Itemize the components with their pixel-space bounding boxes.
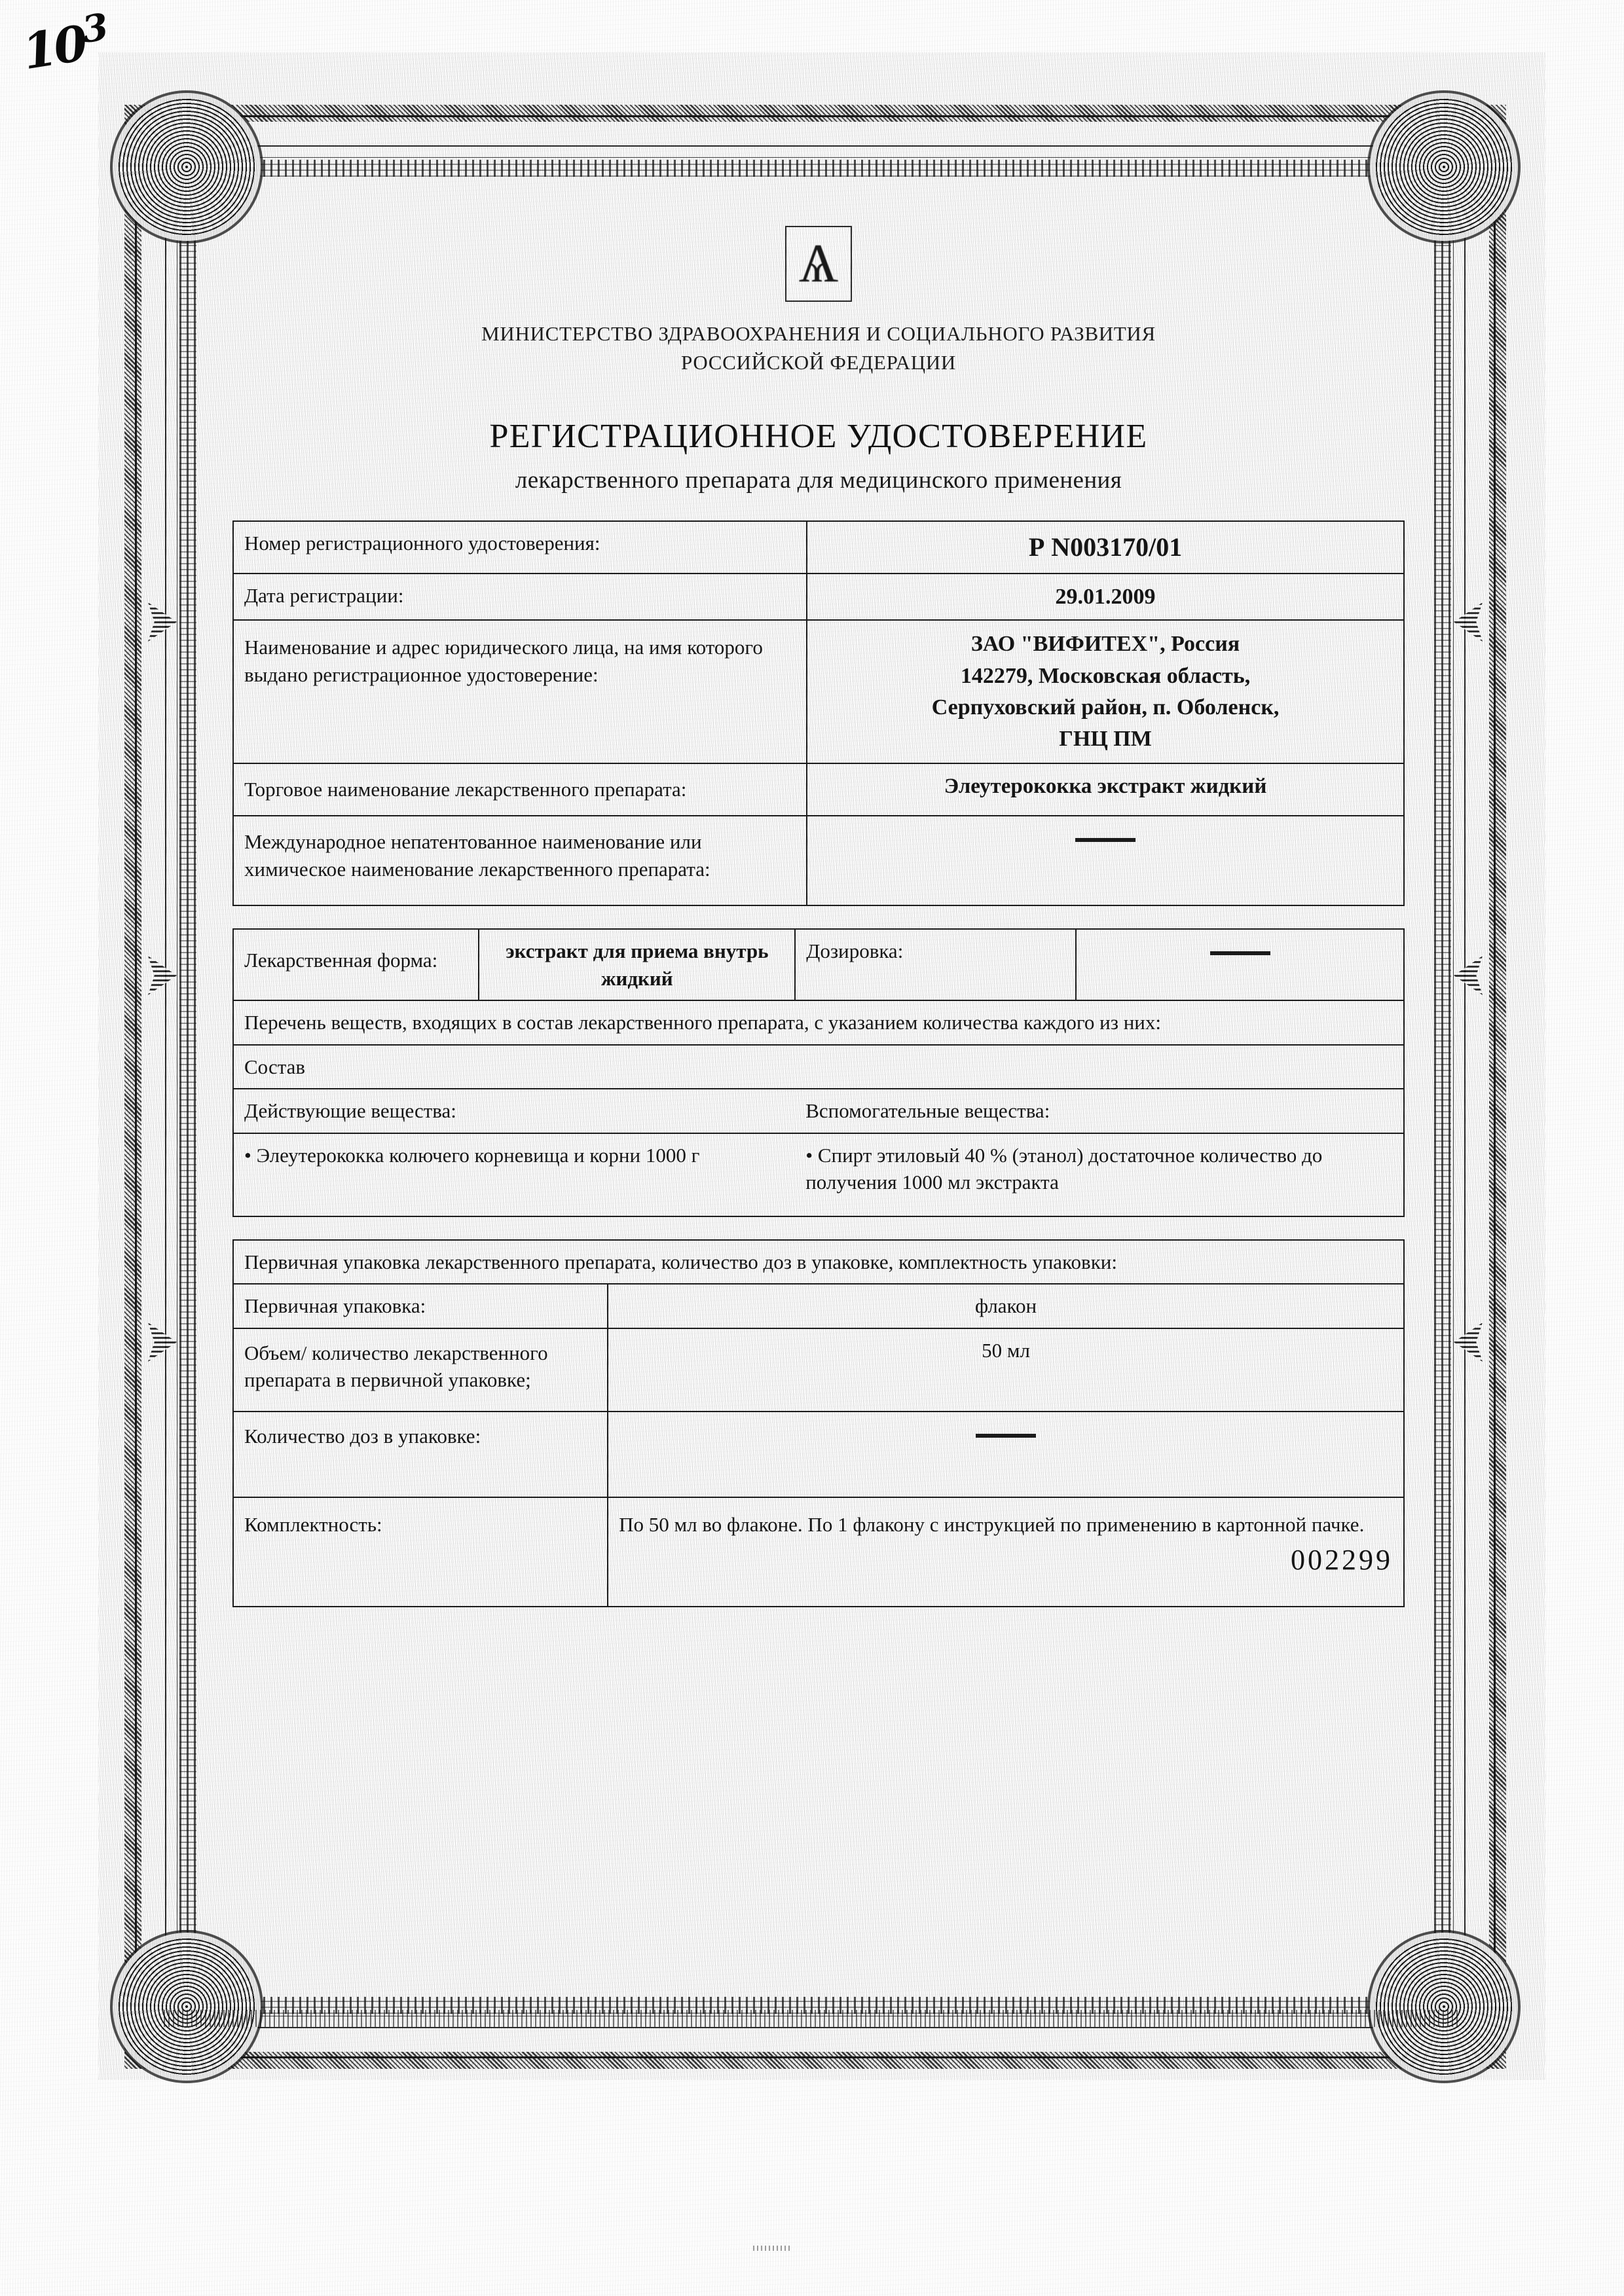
handwritten-margin-number: [18, 5, 111, 81]
corner-rosette-bottom-right-icon: [1375, 1938, 1513, 2075]
primary-package-value: флакон: [608, 1284, 1404, 1328]
eagle-glyph: Ѧ: [798, 233, 839, 294]
completeness-value: По 50 мл во флаконе. По 1 флакону с инструкцией по применению в картонной пачке.: [619, 1513, 1365, 1537]
legal-entity-label: Наименование и адрес юридического лица, на имя которого выдано регистрационное удостоверение:: [233, 620, 807, 763]
table-row: [233, 521, 1404, 574]
legal-entity-value: [807, 620, 1404, 763]
table-row: [233, 816, 1404, 905]
volume-value: 50 мл: [608, 1328, 1404, 1412]
doses-dash-mark: [976, 1434, 1036, 1438]
table-row: [233, 1497, 1404, 1606]
completeness-label: Комплектность:: [233, 1497, 608, 1606]
volume-label: Объем/ количество лекарственного препарата в первичной упаковке;: [233, 1328, 608, 1412]
table-row: [233, 620, 1404, 763]
document-title: РЕГИСТРАЦИОННОЕ УДОСТОВЕРЕНИЕ: [489, 418, 1148, 456]
table-row: [233, 1000, 1404, 1045]
trade-name-label: Торговое наименование лекарственного препарата:: [233, 763, 807, 816]
active-substances-heading: Действующие вещества:: [233, 1089, 795, 1133]
russian-coat-of-arms-icon: [785, 226, 852, 302]
reg-number-value: Р N003170/01: [807, 521, 1404, 574]
dosage-form-composition-table: [232, 928, 1405, 1217]
inn-value: [807, 816, 1404, 905]
doses-count-value: [608, 1412, 1404, 1498]
legal-entity-line-2: 142279, Московская область,: [960, 663, 1251, 688]
frame-bottom-hatch-band: [164, 2010, 1460, 2027]
table-row: [233, 1240, 1404, 1285]
composition-heading: Состав: [233, 1045, 1404, 1089]
table-row: [233, 1412, 1404, 1498]
completeness-value-cell: [608, 1497, 1404, 1606]
dosage-dash-mark: [1210, 951, 1270, 955]
doses-count-label: Количество доз в упаковке:: [233, 1412, 608, 1498]
table-row: [233, 1089, 1404, 1133]
dosage-form-value: экстракт для приема внутрь жидкий: [479, 929, 795, 1000]
corner-rosette-top-left-icon: [118, 98, 255, 236]
substances-heading: Перечень веществ, входящих в состав лекарственного препарата, с указанием количества каждого из них:: [233, 1000, 1404, 1045]
table-row: [233, 1133, 1404, 1216]
table-row: [233, 763, 1404, 816]
table-row: [233, 574, 1404, 621]
ministry-line-2: РОССИЙСКОЙ ФЕДЕРАЦИИ: [681, 351, 956, 374]
certificate-content: [232, 226, 1405, 1607]
dosage-strength-label: Дозировка:: [795, 929, 1076, 1000]
table-row: [233, 929, 1404, 1000]
handwritten-number-base: 10: [18, 15, 90, 81]
handwritten-number-superscript: 3: [79, 5, 109, 52]
trade-name-value: Элеутерококка экстракт жидкий: [807, 763, 1404, 816]
registration-details-table: [232, 520, 1405, 906]
reg-date-label: Дата регистрации:: [233, 574, 807, 621]
document-subtitle: лекарственного препарата для медицинского применения: [515, 467, 1122, 494]
inn-dash-mark: [1075, 838, 1135, 842]
packaging-table: [232, 1239, 1405, 1607]
reg-date-value: 29.01.2009: [807, 574, 1404, 621]
table-row: [233, 1284, 1404, 1328]
coat-of-arms-block: [232, 226, 1405, 305]
dosage-strength-value: [1076, 929, 1404, 1000]
legal-entity-line-4: ГНЦ ПМ: [1059, 727, 1152, 752]
corner-rosette-bottom-left-icon: [118, 1938, 255, 2075]
table-row: [233, 1328, 1404, 1412]
scan-artifact-smudge: [753, 2246, 792, 2251]
primary-package-label: Первичная упаковка:: [233, 1284, 608, 1328]
excipients-heading: Вспомогательные вещества:: [795, 1089, 1404, 1133]
table-row: [233, 1045, 1404, 1089]
ministry-line-1: МИНИСТЕРСТВО ЗДРАВООХРАНЕНИЯ И СОЦИАЛЬНОГО РАЗВИТИЯ: [481, 322, 1156, 345]
inn-label: Международное непатентованное наименование или химическое наименование лекарственного препарата:: [233, 816, 807, 905]
ministry-heading: [232, 319, 1405, 377]
active-substance-item: • Элеутерококка колючего корневища и корни 1000 г: [233, 1133, 795, 1216]
corner-rosette-top-right-icon: [1375, 98, 1513, 236]
legal-entity-line-3: Серпуховский район, п. Оболенск,: [931, 695, 1280, 720]
serial-number-stamp: 002299: [1291, 1543, 1393, 1576]
dosage-form-label: Лекарственная форма:: [233, 929, 479, 1000]
excipient-item: • Спирт этиловый 40 % (этанол) достаточное количество до получения 1000 мл экстракта: [795, 1133, 1404, 1216]
legal-entity-line-1: ЗАО "ВИФИТЕХ", Россия: [970, 632, 1240, 657]
reg-number-label: Номер регистрационного удостоверения:: [233, 521, 807, 574]
packaging-heading: Первичная упаковка лекарственного препарата, количество доз в упаковке, комплектность упаковки:: [233, 1240, 1404, 1285]
